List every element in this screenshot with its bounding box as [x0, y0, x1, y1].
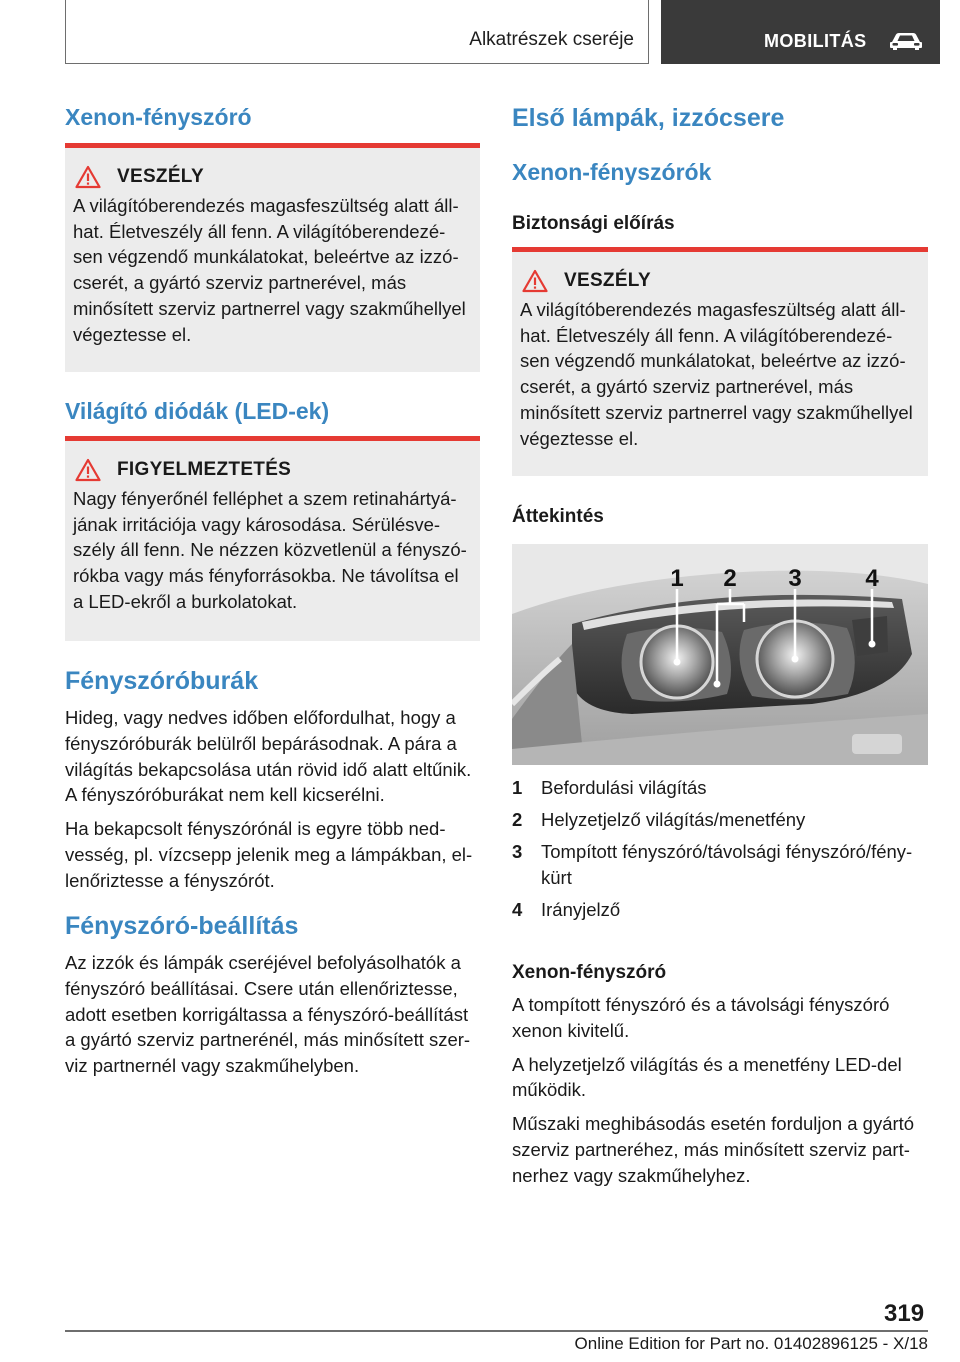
heading-xenon-headlights: Xenon-fényszórók — [512, 159, 712, 185]
adjustment-body: Az izzók és lámpák cseréjével befolyásolhatók a fényszóró beállításai. Csere után ellenőriztesse, adott esetben korrigáltassa a fényszóró-beállítást a gyártó szerviz partnerénél, más minősített szer- viz partnernél vagy szakműhelyben. — [65, 952, 471, 1077]
danger-box-1 — [65, 143, 480, 372]
callout-4: 4 — [865, 565, 879, 592]
header-section-box — [65, 0, 649, 64]
danger-title: VESZÉLY — [564, 270, 651, 291]
footer-edition: Online Edition for Part no. 01402896125 - X/18 — [574, 1334, 928, 1353]
mobility-tab[interactable] — [661, 0, 940, 64]
car-icon — [889, 31, 923, 51]
heading-xenon-headlight: Xenon-fényszóró — [65, 104, 252, 130]
danger-text: A világítóberendezés magasfeszültség alatt áll- hat. Életveszély áll fenn. A világítóberendezé- sen végzendő munkálatokat, beleértve az izzó- cserét, a gyártó szerviz partnerével, más minősített szerviz partnerrel vagy szakműhellyel végeztesse el. — [520, 299, 913, 449]
tab-label: MOBILITÁS — [764, 31, 867, 51]
footer-divider — [65, 1330, 928, 1332]
heading-led: Világító diódák (LED-ek) — [65, 398, 330, 424]
list-item: 3 Tompított fényszóró/távolsági fényszóró/fény- kürt — [512, 841, 913, 888]
warning-triangle-icon — [75, 458, 101, 482]
covers-body: Hideg, vagy nedves időben előfordulhat, hogy a fényszóróburák belülről bepárásodnak. A pára a világítás bekapcsolása után rövid idő alatt eltűnik. A fényszóróburákat nem kell kicserélni. Ha bekapcsolt fényszórónál is egyre több ned- vesség, pl. vízcsepp jelenik meg a lámpákban, el- lenőriztesse a fényszórót. — [65, 707, 473, 891]
callout-1: 1 — [670, 565, 684, 592]
heading-safety: Biztonsági előírás — [512, 213, 675, 234]
heading-headlight-adjustment: Fényszóró-beállítás — [65, 912, 299, 940]
danger-text: A világítóberendezés magasfeszültség alatt áll- hat. Életveszély áll fenn. A világítóberendezé- sen végzendő munkálatokat, beleértve az izzó- cserét, a gyártó szerviz partnerével, más minősített szerviz partnerrel vagy szakműhellyel végeztesse el. — [73, 195, 466, 345]
headlight-photo — [512, 544, 928, 765]
list-item: 2 Helyzetjelző világítás/menetfény — [512, 809, 806, 830]
page-number: 319 — [884, 1300, 925, 1327]
list-item: 1 Befordulási világítás — [512, 777, 707, 798]
heading-front-lamps: Első lámpák, izzócsere — [512, 104, 785, 132]
caution-text: Nagy fényerőnél felléphet a szem retinahártyá- jának irritációja vagy károsodása. Sérülésve- szély áll fenn. Ne nézzen közvetlenül a fényszó- rókba vagy más fényforrásokba. Ne távolítsa el a LED-ekről a burkolatokat. — [73, 488, 467, 612]
callout-3: 3 — [788, 565, 802, 592]
heading-headlight-covers: Fényszóróburák — [65, 667, 259, 695]
danger-title: VESZÉLY — [117, 166, 204, 187]
callout-2: 2 — [723, 565, 737, 592]
caution-title: FIGYELMEZTETÉS — [117, 459, 292, 480]
section-title: Alkatrészek cseréje — [469, 29, 634, 50]
danger-box-2 — [512, 247, 928, 476]
caution-box — [65, 436, 480, 641]
component-list — [512, 775, 932, 929]
headlight-illustration — [512, 544, 928, 765]
xenon-body: A tompított fényszóró és a távolsági fényszóró xenon kivitelű. A helyzetjelző világítás és a menetfény LED-del működik. Műszaki meghibásodás esetén forduljon a gyártó szerviz partneréhez, más minősített szerviz part- nerhez vagy szakműhelyhez. — [512, 994, 915, 1186]
warning-triangle-icon — [522, 269, 548, 293]
heading-xenon-label: Xenon-fényszóró — [512, 962, 667, 983]
heading-overview: Áttekintés — [512, 506, 604, 527]
warning-triangle-icon — [75, 165, 101, 189]
list-item: 4 Irányjelző — [512, 899, 621, 920]
